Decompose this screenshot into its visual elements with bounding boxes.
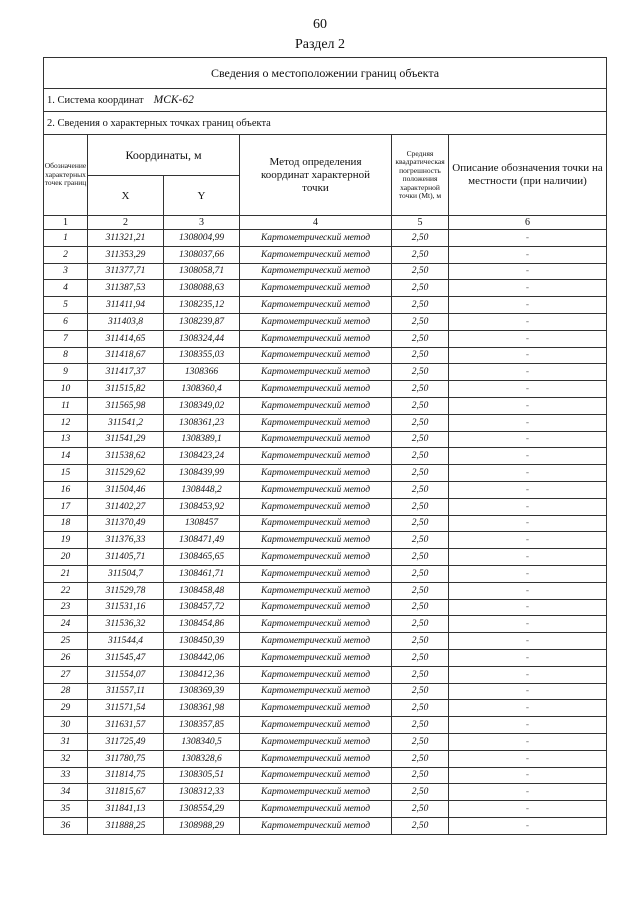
cell-point-id: 16 [44,481,88,498]
header-x: X [88,176,164,216]
cell-error: 2,50 [392,733,449,750]
table-title: Сведения о местоположении границ объекта [44,58,607,89]
cell-x: 311531,16 [88,599,164,616]
cell-y: 1308450,39 [164,633,240,650]
cell-y: 1308461,71 [164,565,240,582]
table-row [44,230,607,247]
cell-method: Картометрический метод [240,649,392,666]
cell-point-id: 5 [44,297,88,314]
cell-error: 2,50 [392,280,449,297]
header-coordinates: Координаты, м [88,135,240,176]
cell-point-id: 14 [44,448,88,465]
table-row [44,599,607,616]
cell-description: - [449,448,607,465]
cell-description: - [449,280,607,297]
table-row [44,313,607,330]
cell-y: 1308412,36 [164,666,240,683]
column-number: 4 [240,216,392,230]
cell-error: 2,50 [392,532,449,549]
cell-point-id: 6 [44,313,88,330]
table-row [44,717,607,734]
cell-x: 311725,49 [88,733,164,750]
cell-y: 1308037,66 [164,246,240,263]
table-row [44,246,607,263]
cell-description: - [449,700,607,717]
cell-y: 1308423,24 [164,448,240,465]
cell-error: 2,50 [392,683,449,700]
table-row [44,465,607,482]
cell-error: 2,50 [392,616,449,633]
cell-method: Картометрический метод [240,750,392,767]
cell-point-id: 36 [44,817,88,834]
cell-y: 1308058,71 [164,263,240,280]
cell-description: - [449,582,607,599]
cell-x: 311536,32 [88,616,164,633]
cell-method: Картометрический метод [240,599,392,616]
cell-description: - [449,397,607,414]
cell-method: Картометрический метод [240,767,392,784]
cell-description: - [449,498,607,515]
table-row [44,817,607,834]
cell-point-id: 32 [44,750,88,767]
cell-method: Картометрический метод [240,330,392,347]
cell-method: Картометрический метод [240,313,392,330]
cell-description: - [449,666,607,683]
cell-method: Картометрический метод [240,297,392,314]
cell-description: - [449,263,607,280]
cell-error: 2,50 [392,230,449,247]
cell-x: 311529,62 [88,465,164,482]
cell-x: 311353,29 [88,246,164,263]
cell-x: 311841,13 [88,801,164,818]
table-row [44,381,607,398]
column-number: 2 [88,216,164,230]
section-title: Раздел 2 [294,37,346,52]
cell-error: 2,50 [392,750,449,767]
cell-point-id: 4 [44,280,88,297]
cell-y: 1308340,5 [164,733,240,750]
cell-description: - [449,801,607,818]
table-row [44,750,607,767]
points-label: 2. Сведения о характерных точках границ объекта [44,112,607,135]
cell-error: 2,50 [392,784,449,801]
cell-y: 1308458,48 [164,582,240,599]
cell-y: 1308439,99 [164,465,240,482]
cell-description: - [449,532,607,549]
cell-error: 2,50 [392,465,449,482]
cell-x: 311554,07 [88,666,164,683]
cell-y: 1308004,99 [164,230,240,247]
cell-error: 2,50 [392,448,449,465]
cell-y: 1308324,44 [164,330,240,347]
cell-y: 1308312,33 [164,784,240,801]
table-row [44,616,607,633]
cell-x: 311888,25 [88,817,164,834]
table-row [44,801,607,818]
table-row [44,633,607,650]
cell-error: 2,50 [392,498,449,515]
cell-point-id: 1 [44,230,88,247]
header-method: Метод определения координат характерной точки [240,135,392,216]
table-row [44,431,607,448]
cell-method: Картометрический метод [240,801,392,818]
cell-x: 311411,94 [88,297,164,314]
cell-error: 2,50 [392,817,449,834]
column-number-row [44,216,607,230]
cell-error: 2,50 [392,246,449,263]
cell-y: 1308357,85 [164,717,240,734]
cell-method: Картометрический метод [240,397,392,414]
cell-error: 2,50 [392,801,449,818]
cell-method: Картометрический метод [240,515,392,532]
cell-method: Картометрический метод [240,431,392,448]
cell-method: Картометрический метод [240,683,392,700]
cell-x: 311780,75 [88,750,164,767]
cell-point-id: 8 [44,347,88,364]
cell-x: 311814,75 [88,767,164,784]
cell-y: 1308239,87 [164,313,240,330]
table-row [44,549,607,566]
cell-x: 311529,78 [88,582,164,599]
cell-error: 2,50 [392,364,449,381]
boundary-points-table [43,57,607,835]
cell-method: Картометрический метод [240,784,392,801]
cell-y: 1308349,02 [164,397,240,414]
column-number: 5 [392,216,449,230]
cell-point-id: 9 [44,364,88,381]
cell-method: Картометрический метод [240,616,392,633]
cell-y: 1308454,86 [164,616,240,633]
cell-point-id: 12 [44,414,88,431]
cell-description: - [449,717,607,734]
cell-point-id: 10 [44,381,88,398]
cell-error: 2,50 [392,599,449,616]
table-row [44,666,607,683]
cell-x: 311557,11 [88,683,164,700]
table-row [44,414,607,431]
cell-y: 1308366 [164,364,240,381]
cell-description: - [449,381,607,398]
cell-point-id: 27 [44,666,88,683]
cell-point-id: 18 [44,515,88,532]
cell-x: 311815,67 [88,784,164,801]
cell-method: Картометрический метод [240,700,392,717]
cell-point-id: 11 [44,397,88,414]
cell-x: 311631,57 [88,717,164,734]
cell-x: 311377,71 [88,263,164,280]
cell-method: Картометрический метод [240,364,392,381]
cell-y: 1308442,06 [164,649,240,666]
table-row [44,297,607,314]
cell-x: 311571,54 [88,700,164,717]
cell-description: - [449,549,607,566]
table-row [44,498,607,515]
cell-y: 1308088,63 [164,280,240,297]
cell-description: - [449,599,607,616]
cell-error: 2,50 [392,666,449,683]
coord-system-row [44,89,607,112]
cell-description: - [449,767,607,784]
cell-method: Картометрический метод [240,717,392,734]
cell-method: Картометрический метод [240,481,392,498]
cell-description: - [449,414,607,431]
cell-point-id: 20 [44,549,88,566]
cell-method: Картометрический метод [240,733,392,750]
table-row [44,683,607,700]
cell-point-id: 24 [44,616,88,633]
cell-method: Картометрический метод [240,465,392,482]
table-row [44,280,607,297]
cell-description: - [449,515,607,532]
table-row [44,364,607,381]
cell-y: 1308471,49 [164,532,240,549]
cell-x: 311403,8 [88,313,164,330]
cell-x: 311504,7 [88,565,164,582]
column-number: 3 [164,216,240,230]
cell-description: - [449,733,607,750]
cell-error: 2,50 [392,263,449,280]
cell-x: 311418,67 [88,347,164,364]
cell-method: Картометрический метод [240,549,392,566]
cell-y: 1308448,2 [164,481,240,498]
cell-method: Картометрический метод [240,230,392,247]
cell-point-id: 29 [44,700,88,717]
table-row [44,448,607,465]
table-row [44,582,607,599]
column-number: 6 [449,216,607,230]
coord-system-label: 1. Система координат [47,95,144,106]
cell-error: 2,50 [392,397,449,414]
cell-point-id: 30 [44,717,88,734]
cell-method: Картометрический метод [240,633,392,650]
cell-x: 311504,46 [88,481,164,498]
header-y: Y [164,176,240,216]
cell-point-id: 25 [44,633,88,650]
cell-x: 311402,27 [88,498,164,515]
cell-x: 311515,82 [88,381,164,398]
cell-description: - [449,330,607,347]
cell-y: 1308554,29 [164,801,240,818]
header-description: Описание обозначения точки на местности (при наличии) [449,135,607,216]
cell-error: 2,50 [392,330,449,347]
cell-description: - [449,565,607,582]
cell-y: 1308453,92 [164,498,240,515]
header-point-id: Обозначение характерных точек границ [44,135,88,216]
table-row [44,397,607,414]
cell-point-id: 34 [44,784,88,801]
table-row [44,481,607,498]
cell-point-id: 28 [44,683,88,700]
cell-y: 1308389,1 [164,431,240,448]
page-number: 60 [313,17,327,32]
cell-y: 1308457,72 [164,599,240,616]
cell-point-id: 22 [44,582,88,599]
cell-method: Картометрический метод [240,498,392,515]
cell-description: - [449,683,607,700]
cell-description: - [449,313,607,330]
cell-method: Картометрический метод [240,246,392,263]
cell-point-id: 2 [44,246,88,263]
table-row [44,733,607,750]
cell-error: 2,50 [392,347,449,364]
table-row [44,700,607,717]
cell-x: 311538,62 [88,448,164,465]
cell-description: - [449,347,607,364]
cell-method: Картометрический метод [240,817,392,834]
cell-method: Картометрический метод [240,381,392,398]
cell-point-id: 19 [44,532,88,549]
cell-error: 2,50 [392,515,449,532]
cell-y: 1308988,29 [164,817,240,834]
coord-system-value: МСК-62 [153,94,194,106]
cell-method: Картометрический метод [240,582,392,599]
table-row [44,565,607,582]
table-row [44,532,607,549]
cell-method: Картометрический метод [240,263,392,280]
cell-x: 311321,21 [88,230,164,247]
cell-y: 1308328,6 [164,750,240,767]
cell-description: - [449,784,607,801]
cell-y: 1308369,39 [164,683,240,700]
cell-y: 1308355,03 [164,347,240,364]
cell-description: - [449,649,607,666]
cell-description: - [449,633,607,650]
cell-x: 311414,65 [88,330,164,347]
cell-method: Картометрический метод [240,414,392,431]
cell-y: 1308235,12 [164,297,240,314]
cell-point-id: 7 [44,330,88,347]
cell-description: - [449,297,607,314]
cell-y: 1308360,4 [164,381,240,398]
cell-description: - [449,465,607,482]
cell-error: 2,50 [392,565,449,582]
cell-description: - [449,817,607,834]
cell-x: 311370,49 [88,515,164,532]
cell-y: 1308457 [164,515,240,532]
cell-x: 311565,98 [88,397,164,414]
table-row [44,330,607,347]
cell-point-id: 17 [44,498,88,515]
cell-description: - [449,230,607,247]
cell-error: 2,50 [392,767,449,784]
table-row [44,347,607,364]
cell-point-id: 33 [44,767,88,784]
cell-point-id: 26 [44,649,88,666]
cell-point-id: 15 [44,465,88,482]
cell-method: Картометрический метод [240,448,392,465]
cell-point-id: 23 [44,599,88,616]
cell-x: 311541,2 [88,414,164,431]
table-row [44,515,607,532]
cell-x: 311387,53 [88,280,164,297]
cell-description: - [449,431,607,448]
cell-method: Картометрический метод [240,280,392,297]
cell-x: 311545,47 [88,649,164,666]
cell-x: 311544,4 [88,633,164,650]
cell-error: 2,50 [392,431,449,448]
cell-error: 2,50 [392,481,449,498]
cell-description: - [449,750,607,767]
cell-y: 1308305,51 [164,767,240,784]
cell-error: 2,50 [392,549,449,566]
header-error: Средняя квадратическая погрешность положения характерной точки (Мt), м [392,135,449,216]
cell-y: 1308465,65 [164,549,240,566]
column-number: 1 [44,216,88,230]
cell-error: 2,50 [392,582,449,599]
table-row [44,784,607,801]
cell-error: 2,50 [392,717,449,734]
cell-y: 1308361,23 [164,414,240,431]
cell-y: 1308361,98 [164,700,240,717]
cell-x: 311376,33 [88,532,164,549]
cell-x: 311405,71 [88,549,164,566]
cell-error: 2,50 [392,649,449,666]
cell-error: 2,50 [392,633,449,650]
cell-method: Картометрический метод [240,532,392,549]
cell-method: Картометрический метод [240,347,392,364]
cell-x: 311541,29 [88,431,164,448]
cell-method: Картометрический метод [240,666,392,683]
cell-point-id: 13 [44,431,88,448]
cell-error: 2,50 [392,381,449,398]
cell-point-id: 35 [44,801,88,818]
cell-error: 2,50 [392,313,449,330]
cell-description: - [449,616,607,633]
cell-description: - [449,246,607,263]
cell-description: - [449,364,607,381]
cell-point-id: 21 [44,565,88,582]
cell-error: 2,50 [392,414,449,431]
table-row [44,263,607,280]
cell-error: 2,50 [392,700,449,717]
cell-method: Картометрический метод [240,565,392,582]
cell-point-id: 3 [44,263,88,280]
cell-point-id: 31 [44,733,88,750]
table-row [44,649,607,666]
table-row [44,767,607,784]
cell-error: 2,50 [392,297,449,314]
cell-description: - [449,481,607,498]
cell-x: 311417,37 [88,364,164,381]
